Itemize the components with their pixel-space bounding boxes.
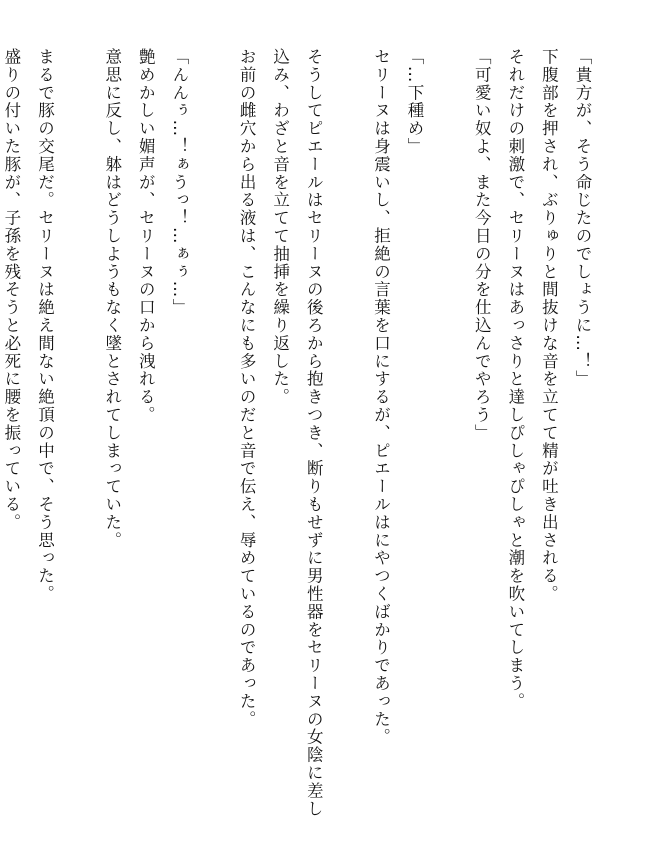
text-line: 艶めかしい媚声が、セリーヌの口から洩れる。	[136, 48, 156, 424]
text-line: それだけの刺激で、セリーヌはあっさりと達しぴしゃぴしゃと潮を吹いてしまう。	[505, 48, 525, 711]
text-line: 「可愛い奴よ、また今日の分を仕込んでやろう」	[472, 48, 492, 442]
novel-text-vertical	[0, 48, 599, 818]
text-line: 「…下種め」	[405, 48, 425, 156]
text-line: 「んんぅ…！ぁうっ！…ぁぅ…」	[169, 48, 189, 317]
paragraph-gap	[196, 48, 230, 808]
paragraph-gap	[431, 48, 465, 808]
text-line: 意思に反し、躰はどうしようもなく墜とされてしまっていた。	[102, 48, 122, 550]
text-line: 「貴方が、そう命じたのでしょうに…！」	[573, 48, 592, 389]
paragraph-gap	[62, 48, 96, 808]
text-line: 下腹部を押され、ぶりゅりと間抜けな音を立てて精が吐き出される。	[539, 48, 559, 603]
paragraph-gap	[330, 48, 364, 808]
text-line: 盛りの付いた豚が、子孫を残そうと必死に腰を振っている。	[1, 48, 21, 532]
text-line: 込み、わざと音を立てて抽挿を繰り返した。	[270, 48, 290, 406]
text-line: お前の雌穴から出る液は、こんなにも多いのだと音で伝え、辱めているのであった。	[237, 48, 257, 729]
text-line: セリーヌは身震いし、拒絶の言葉を口にするが、ピエールはにやつくばかりであった。	[371, 48, 391, 747]
text-line: まるで豚の交尾だ。セリーヌは絶え間ない絶頂の中で、そう思った。	[35, 48, 55, 603]
text-line: そうしてピエールはセリーヌの後ろから抱きつき、断りもせずに男性器をセリーヌの女陰に差し	[304, 48, 324, 818]
